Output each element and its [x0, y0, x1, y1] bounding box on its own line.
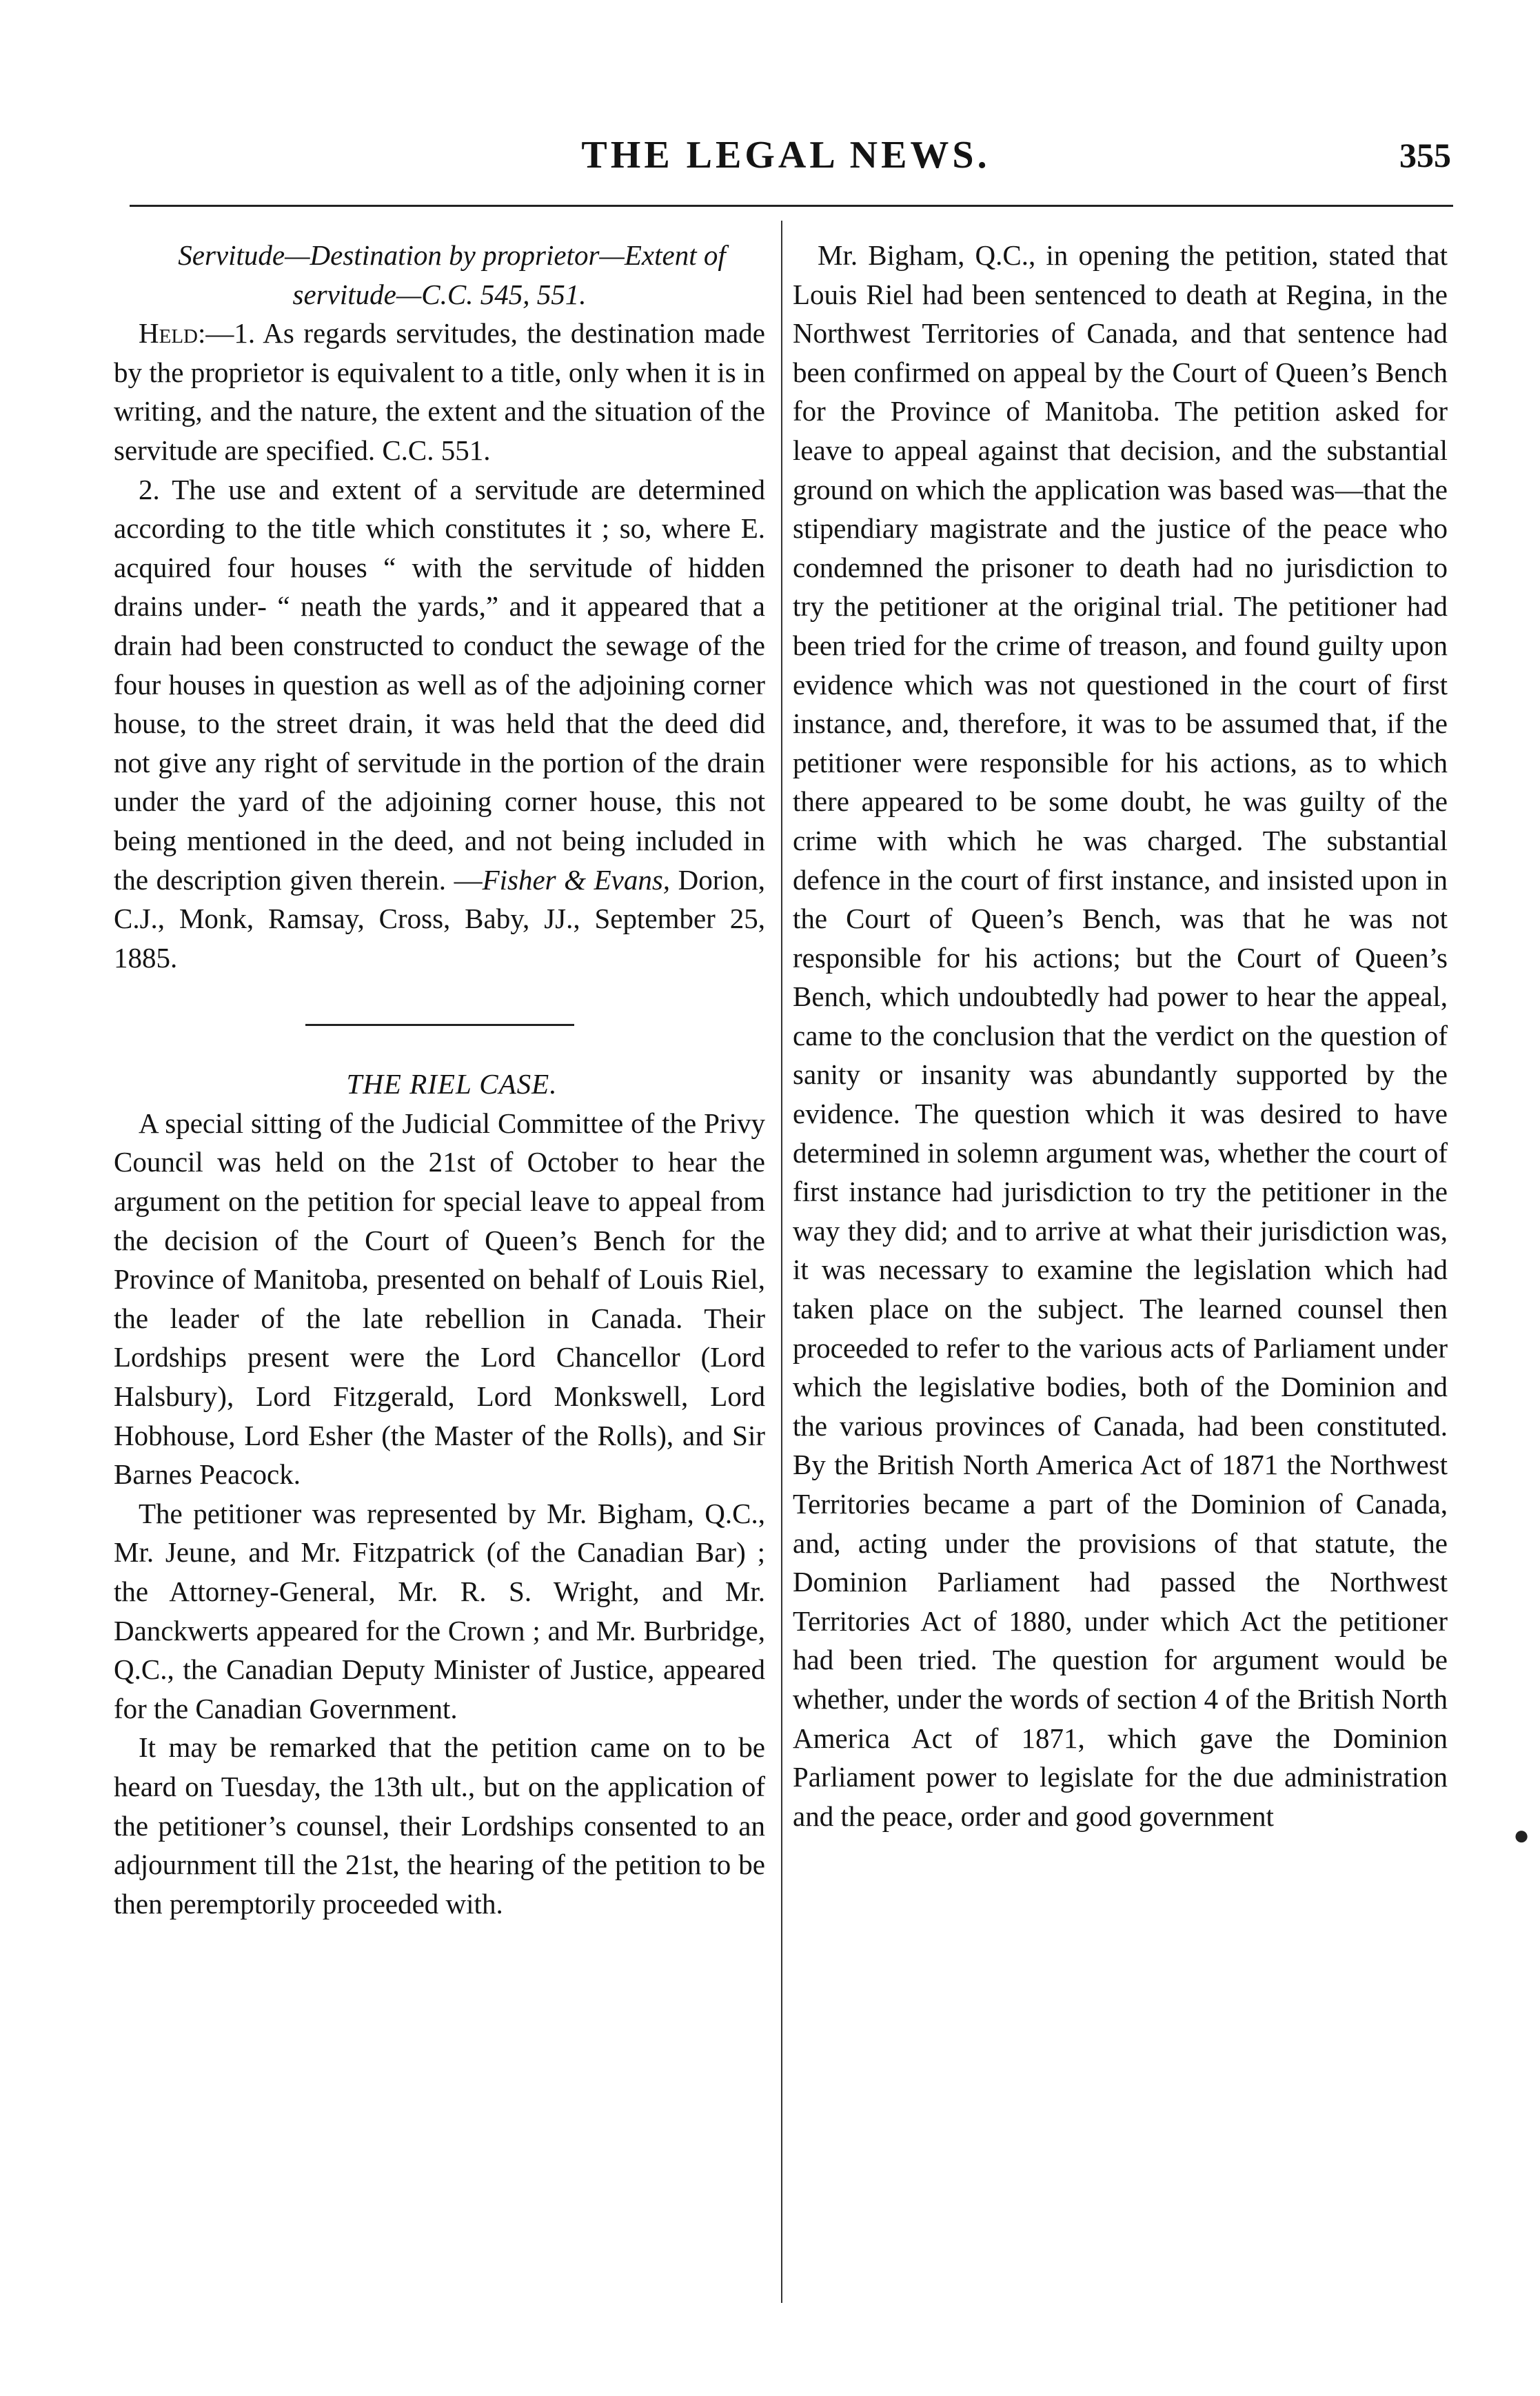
riel-paragraph-1: A special sitting of the Judicial Committee of the Privy Council was held on the 21st of October to hear the argument on the petition for special leave to appeal from the decision of the Court of Queen’s Bench for the Province of Manitoba, presented on behalf of Louis Riel, the leader of the late rebellion in Canada. Their Lordships present were the Lord Chancellor (Lord Halsbury), Lord Fitzgerald, Lord Monkswell, Lord Hobhouse, Lord Esher (the Master of the Rolls), and Sir Barnes Peacock. — [114, 1107, 765, 1491]
section-title: THE RIEL CASE. — [346, 1068, 558, 1100]
running-head — [0, 131, 1540, 186]
page-number: 355 — [1399, 136, 1451, 174]
riel-paragraph-2: The petitioner was represented by Mr. Bigham, Q.C., Mr. Jeune, and Mr. Fitzpatrick (of the Canadian Bar) ; the Attorney-General, Mr. R. S. Wright, and Mr. Danckwerts appeared for the Crown ; and Mr. Burbridge, Q.C., the Canadian Deputy Minister of Justice, appeared for the Canadian Government. — [114, 1497, 765, 1724]
header-rule — [130, 205, 1453, 207]
held-paragraph-1 — [114, 314, 765, 470]
held-paragraph-2 — [114, 470, 765, 978]
case-name: Fisher & Evans, — [482, 863, 671, 896]
judges-line: Dorion, C.J., Monk, Ramsay, Cross, Baby, JJ., September 25, 1885. — [114, 863, 766, 974]
column-divider — [781, 221, 782, 2303]
section-rule — [305, 1024, 574, 1026]
held-text-1: :—1. As regards servitudes, the destination made by the proprietor is equivalent to a title, only when it is in writing, and the nature, the extent and the situation of the servitude are specified. C.C. 551. — [114, 317, 765, 466]
margin-mark: ● — [1513, 1820, 1530, 1851]
right-paragraph-1: Mr. Bigham, Q.C., in opening the petition, stated that Louis Riel had been sentenced to death at Regina, in the Northwest Territories of Canada, and that sentence had been confirmed on appeal by the Court of Queen’s Bench for the Province of Manitoba. The petition asked for leave to appeal against that decision, and the substantial ground on which the application was based was—that the stipendiary magistrate and the justice of the peace who condemned the prisoner to death had no jurisdiction to try the petitioner at the original trial. The petitioner had been tried for the crime of treason, and found guilty upon evidence which was not questioned in the court of first instance, and, therefore, it was to be assumed that, if the petitioner were responsible for his actions, as to which there appeared to be some doubt, he was guilty of the crime with which he was charged. The substantial defence in the court of first instance, and insisted upon in the Court of Queen’s Bench, was that he was not responsible for his actions; but the Court of Queen’s Bench, which undoubtedly had power to hear the appeal, came to the conclusion that the verdict on the question of sanity or insanity was abundantly supported by the evidence. The question which it was desired to have determined in solemn argument was, whether the court of first instance had jurisdiction to try the petitioner in the way they did; and to arrive at what their jurisdiction was, it was necessary to examine the legislation which had taken place on the subject. The learned counsel then proceeded to refer to the various acts of Parliament under which the legislative bodies, both of the Dominion and the various provinces of Canada, had been constituted. By the British North America Act of 1871 the Northwest Territories became a part of the Dominion of Canada, and, acting under the provisions of that statute, the Dominion Parliament had passed the Northwest Territories Act of 1880, under which Act the petitioner had been tried. The question for argument would be whether, under the words of section 4 of the British North America Act of 1871, which gave the Dominion Parliament power to legislate for the due administration and the peace, order and good government — [793, 239, 1448, 1832]
held-label: Held — [139, 317, 198, 350]
riel-paragraph-3: It may be remarked that the petition came on to be heard on Tuesday, the 13th ult., but on the application of the petitioner’s counsel, their Lordships consented to an adjournment till the 21st, the hearing of the petition to be then peremptorily proceeded with. — [114, 1731, 765, 1920]
right-column — [793, 236, 1448, 1835]
journal-title: THE LEGAL NEWS. — [581, 134, 991, 177]
case-heading: Servitude—Destination by proprietor—Extent of servitude—C.C. 545, 551. — [178, 239, 726, 310]
held-text-2: 2. The use and extent of a servitude are determined according to the title which constitutes it ; so, where E. acquired four houses “ with the servitude of hidden drains under- “ neath the yards,” and it appeared that a drain had been constructed to conduct the sewage of the four houses in question as well as of the adjoining corner house, to the street drain, it was held that the deed did not give any right of servitude in the portion of the drain under the yard of the adjoining corner house, this not being mentioned in the deed, and not being included in the description given therein. — — [114, 473, 765, 896]
left-column — [114, 236, 765, 1923]
